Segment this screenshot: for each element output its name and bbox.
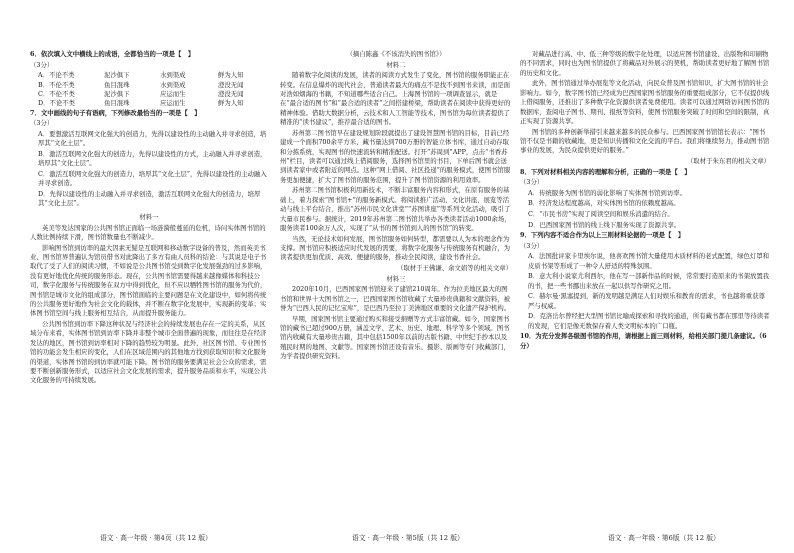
option-text: 水到渠成 xyxy=(160,71,186,80)
option-text: 澄没无闻 xyxy=(218,90,244,98)
question-7-option-c: C．激活互联网文化强大的创造力，培厚其“文化土层”，先得以建设性的主动融入并寻求创造。 xyxy=(38,170,267,188)
page-footer-right: 语文 · 高一年级 · 第6版（共 12 版） xyxy=(608,534,720,542)
material-2-paragraph: 当然，无论技术如何发展，图书馆服务如何转型，都需要以人为本的理念作为支撑。图书馆应积极适应时代发展的需要，将数字化服务与传统服务有机融合，为读者提供更加优质、高效、便捷的服务，推动全民阅读，建设书香社会。 xyxy=(280,234,511,262)
question-8-option-a: A．传统服务为图书馆的弱化影响了实体图书馆到访率。 xyxy=(528,188,686,197)
question-6-option-d xyxy=(30,99,268,108)
question-7-option-a: A．要想激活互联网文化强大的创造力，先得以建设性的主动融入并寻求创造，培厚其“文化土层”。 xyxy=(38,130,267,148)
column-right xyxy=(520,50,770,520)
question-6-option-b xyxy=(30,81,268,90)
material-1-title: 材料一 xyxy=(139,213,159,221)
question-8-option-b: B．经济发达程度越高，对实体图书馆的依赖度越高。 xyxy=(528,199,680,208)
material-2-paragraph: 随着数字化阅读的发展，读者的阅读方式发生了变化，图书馆的服务职能正在转变。在信息爆炸的现代社会，普通读者最大的痛点不是找不到图书来读，而是面对浩如烟海的书籍，不知道哪些适合自己。上海图书馆的一项调查显示，就是在“最合适的图书”和“最合适的读者”之间搭建桥梁，帮助读者在阅读中获得更好的精神体验。借助大数据分析，云技术和人工智能等技术，图书馆为每位读者提供了精准的“读书建议”，推荐最合适的图书。 xyxy=(280,71,511,127)
question-8-stem: 8．下列对材料相关内容的理解和分析，正确的一项是【 】 xyxy=(520,167,691,176)
question-7-option-b: B．激活互联网文化强大的创造力，先得以建设性的方式，主动融入并寻求创造，培厚其“文化土层”。 xyxy=(38,150,267,168)
option-text: B．不伦不类 xyxy=(38,80,75,89)
question-8-option-c: C．“市民书房”实现了阅读空间和娱乐消遣的结合。 xyxy=(528,210,674,218)
column-left xyxy=(30,50,268,520)
option-text: C．不伦不类 xyxy=(38,90,75,98)
source-2: （取材于王佛谦、余文娟等的相关文章） xyxy=(396,264,512,273)
question-8-score: （3分） xyxy=(520,178,544,187)
material-3-title: 材料三 xyxy=(386,274,406,283)
option-text: 鲜为人知 xyxy=(218,71,244,80)
option-text: 应运而生 xyxy=(160,99,186,108)
question-9-option-d: D．克洛岳尔曾经把大型图书馆比喻成探索和寻找的通道，所有藏书都在那里等待读者的发现，它们是像无数保存着人类文明标本的广口瓶。 xyxy=(528,312,770,330)
question-6-option-c xyxy=(30,90,268,99)
option-text: 泥沙俱下 xyxy=(104,71,130,80)
question-7-option-d: D．先得以建设性的主动融入并寻求创造，激活互联网文化强大的创造力，培厚其“文化土层”。 xyxy=(38,190,261,208)
question-9-option-a: A．法国批评家卡里埃尔说，他喜欢图书馆大量使用木质材料的老式配置，绿色灯罩和皮质书架等形成了一种令人舒适的特殊氛围。 xyxy=(528,252,770,270)
option-text: 应运而生 xyxy=(160,90,186,98)
option-text: 鱼目混珠 xyxy=(104,99,130,108)
material-3-paragraph: 早期，国家图书馆主要通过购买和接受捐赠等方式丰富馆藏。如今，国家图书馆的藏书已超过900万册，涵盖文学、艺术、历史、地理、科学等多个领域。图书馆内收藏有大量珍贵古籍，其中包括1500年以前的古版书籍、中世纪手抄本以及殖民时期的地图、文献等。国家图书馆还设有音乐、摄影、版画等专门收藏部门，为学者提供研究资料。 xyxy=(280,314,511,361)
option-text: A．不论不类 xyxy=(38,71,75,80)
page-footer-middle: 语文 · 高一年级 · 第5版（共 12 版） xyxy=(352,534,464,542)
material-2-paragraph: 苏州第二图书馆积极利用新技术，不断丰富服务内容和形式，在原有服务的基础上，着力探索“图书馆+”的服务新模式。将阅读推广活动、文化讲座、展览等活动与线上平台结合，推出“苏州市民文化讲堂”“苏图讲座”等系列文化活动，吸引了大量市民参与。据统计，2019年苏州第二图书馆共举办各类读者活动1000余场，服务读者100余万人次，实现了“从书的图书馆到人的图书馆”的转变。 xyxy=(280,186,511,233)
material-3-continued-paragraph: 图书馆的多种创新举措引来越来越多的民众参与。巴西国家图书馆馆长表示：“图书馆不仅是书籍的收藏地，更是知识传播和文化交流的平台。我们将继续努力，推动图书馆事业的发展，为民众提供更好的服务。” xyxy=(520,127,770,155)
material-3-continued-paragraph: 此外，图书馆通过举办展览等文化活动，向民众普及图书馆知识，扩大图书馆的社会影响力。如今，数字图书馆已经成为巴西国家图书馆服务的重要组成部分，它不仅提供线上借阅服务，还推出了多种数字化资源供读者免费使用。读者可以通过网络访问图书馆的数据库，查阅电子图书、期刊、报纸等资料，使图书馆服务突破了时间和空间的限制，真正实现了资源共享。 xyxy=(520,79,770,126)
option-text: 澄没无闻 xyxy=(218,80,244,89)
page-footer-left: 语文 · 高一年级 · 第4页（共 12 版） xyxy=(100,534,212,542)
material-3-paragraph: 2020年10月，巴西国家图书馆迎来了建馆210周年。作为拉美地区最大的图书馆和世界十大图书馆之一，巴西国家图书馆收藏了大量珍贵典籍和文献资料，被誉为“巴西人民的记忆宝库”，是巴西乃至拉丁美洲地区重要的文化遗产保护机构。 xyxy=(280,285,511,313)
question-7-stem: 7．文中画线的句子有语病，下列修改最恰当的一项是【 】 xyxy=(30,108,201,117)
material-2-title: 材料二 xyxy=(386,60,406,69)
option-text: 泥沙俱下 xyxy=(104,90,130,98)
option-text: 鱼目混珠 xyxy=(104,80,130,89)
material-1-paragraph: 公共图书馆到访率下降这种状况与经济社会的持续发展也存在一定的关系，从区域分布来看，实体图书馆到访率下降并非整个城市全面普遍的现象，而往往是在经济发达的地区，图书馆到访率相对下降的趋势较为明显。此外，社区图书馆、专业图书馆的功能会发生相应的变化，人们在区域范围内的其他地方找到获取知识和文化服务的渠道，实体图书馆的到访率就可能下降。图书馆的服务要满足社会公众的需求，需要不断创新服务形式，以适应社会文化发展的需求，提升服务品质和水平，实现公共文化服务的可持续发展。 xyxy=(30,320,267,385)
question-9-option-b: B．意大利小说家尤利西尔，他在写一部新作品的时候，常常要打造原来的书架放置我的书，把一些书挪出来放在一起以供写作研究之用。 xyxy=(528,272,770,290)
source-3: （取材于朱东君的相关文章） xyxy=(686,157,770,166)
question-9-option-c: C．赫尔曼·黑塞提到，新的发明越是满足人们对娱乐和教育的需求，书也越将重获尊严与权威。 xyxy=(528,292,765,310)
option-text: 水到渠成 xyxy=(160,80,186,89)
question-7-score: （3分） xyxy=(30,119,54,128)
question-6-option-a xyxy=(30,71,268,80)
column-middle xyxy=(280,50,512,520)
question-10-stem: 10．为充分发挥各级图书馆的作用，请根据上面三则材料，给相关部门提几条建议。（6分） xyxy=(520,332,767,350)
option-text: 鲜为人知 xyxy=(218,99,244,108)
material-1-paragraph: 英美等发达国家的公共图书馆正面临一场涟漪般蔓延的危机，诗问实体图书馆的人数比例持续下滑，图书馆数量也不断减少。 xyxy=(30,223,266,241)
option-text: D．不论不类 xyxy=(38,99,76,108)
question-6-score: （3分） xyxy=(30,60,54,69)
material-2-paragraph: 苏州第二图书馆早在建设规划阶段就提出了建设智慧图书馆的目标，目前已经建成一个面积700余平方米、藏书量达到700万册的智能立体书库，通过自动存取和分拣系统，实现图书的快速流转和精准配送。打开“苏周到”APP，点击“书香苏州”栏目，读者可以通过线上借阅服务，选择图书馆里的书目，下单后图书就会送到读者家中或者附近的网点。这种“网上借阅、社区投递”的服务模式，使图书馆服务更加便捷，扩大了图书馆的服务范围，提升了图书馆资源的利用效率。 xyxy=(280,128,511,184)
question-9-stem: 9．下列内容不适合作为以上三则材料论据的一项是【 】 xyxy=(520,231,685,240)
question-8-option-d: D．巴西国家图书馆的线上线下服务实现了资源共享。 xyxy=(528,220,681,229)
material-3-continued-paragraph: 对藏品进行高、中、低三种等级的数字化处理，以适应图书馆建设、出版物和印刷物的不同需求，同时也为图书馆提供了将藏品对外展示的契机，帮助读者更好地了解图书馆的历史和文化。 xyxy=(520,50,770,77)
question-6-stem: 6．依次填入文中横线上的成语，全都恰当的一项是【 】 xyxy=(30,50,195,58)
material-1-paragraph: 影响图书馆到访率的最大因素无疑是互联网和移动数字设备的普及，然而英美书业、图书馆界普遍认为馆员借书对此降出了多方有曲人员科的结论：与其说是电子书取代了受了人们的阅读习惯，不如说是公共图书馆受到数字化发展强劲的过多影响，没有更好地优化传统的服务形态。现在，公共图书馆需要得越来越像媒体和科技公司，数字化服务与传统服务在双方中得到优化，但不应以牺牲图书馆的服务为代价，图书馆是城市文化的组成部分，图书馆面临的主要问题是在文化建设中，如何将传统的公共服务更好地作为社会文化的载体，并不断在数字化发展中，实现新的变革；实体图书馆空间与线上服务相互结合，从而提升服务能力。 xyxy=(30,243,267,318)
source-line: （摘自陈鑫《不该消失的图书馆》） xyxy=(346,50,446,58)
question-9-score: （3分） xyxy=(520,241,544,250)
